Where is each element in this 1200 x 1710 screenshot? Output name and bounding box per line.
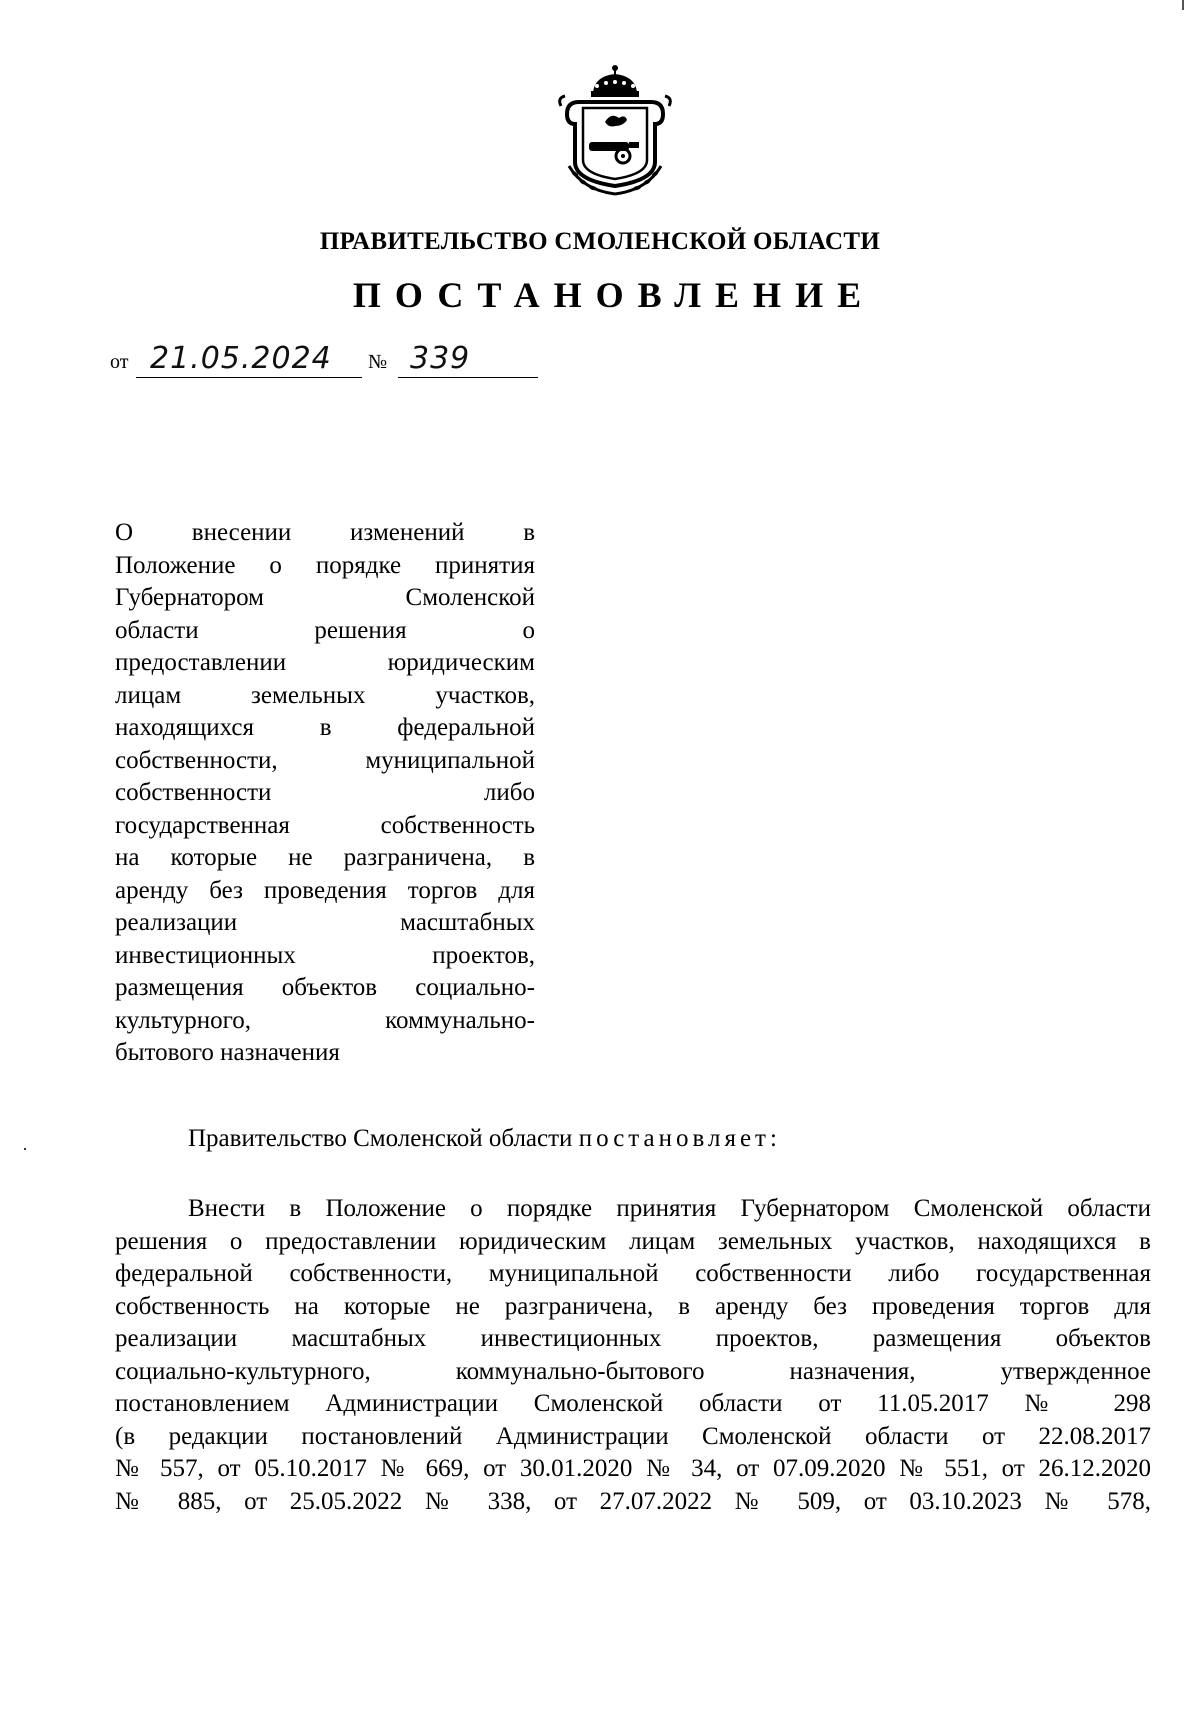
date-underline [136,377,362,378]
paragraph-line: Внести в Положение о порядке принятия Губернатором Смоленской области [188,1195,1151,1222]
document-type-title: ПОСТАНОВЛЕНИЕ [352,275,876,315]
subject-line: аренду без проведения торгов для [115,876,535,904]
paragraph-line: № 557, от 05.10.2017 № 669, от 30.01.2020 № 34, от 07.09.2020 № 551, от 26.12.2020 [115,1455,1151,1482]
smolensk-coat-of-arms-emblem [553,62,678,197]
scan-corner-mark [1182,0,1184,10]
date-prefix-label: от [110,351,129,373]
subject-line: Положение о порядке принятия [115,551,535,579]
handwritten-date: 21.05.2024 [150,341,332,376]
paragraph-line: № 885, от 25.05.2022 № 338, от 27.07.2022 № 509, от 03.10.2023 № 578, [115,1487,1151,1515]
paragraph-line: собственность на которые не разграничена, в аренду без проведения торгов для [115,1292,1151,1320]
subject-line: предоставлении юридическим [115,649,535,676]
date-number-line [110,340,540,380]
subject-line: собственности, муниципальной [115,746,535,774]
paragraph-line: реализации масштабных инвестиционных проектов, размещения объектов [115,1325,1151,1352]
subject-line: реализации масштабных [115,909,535,936]
paragraph-line: постановлением Администрации Смоленской области от 11.05.2017 № 298 [115,1390,1151,1417]
scan-margin-dot [24,1148,26,1150]
subject-line: находящихся в федеральной [115,714,535,741]
document-subject-block [115,517,535,1070]
subject-line: инвестиционных проектов, [115,941,535,969]
subject-line: О внесении изменений в [115,519,535,546]
decree-statement [115,1125,1151,1153]
subject-line: Губернатором Смоленской [115,584,535,611]
paragraph-line: (в редакции постановлений Администрации Смоленской области от 22.08.2017 [115,1422,1151,1450]
subject-line: бытового назначения [115,1039,340,1066]
decree-verb-spaced: постановляет: [578,1125,781,1152]
subject-line: лицам земельных участков, [115,681,535,709]
number-underline [398,377,538,378]
subject-line: государственная собственность [115,811,535,839]
main-paragraph [115,1193,1151,1518]
government-name-heading: ПРАВИТЕЛЬСТВО СМОЛЕНСКОЙ ОБЛАСТИ [319,228,881,255]
subject-line: на которые не разграничена, в [115,844,535,871]
subject-line: собственности либо [115,779,535,806]
paragraph-line: социально-культурного, коммунально-бытового назначения, утвержденное [115,1357,1151,1385]
subject-line: размещения объектов социально- [115,974,535,1001]
subject-line: культурного, коммунально- [115,1006,535,1034]
decree-lead-text: Правительство Смоленской области [188,1125,573,1152]
paragraph-line: решения о предоставлении юридическим лицам земельных участков, находящихся в [115,1227,1151,1255]
handwritten-number: 339 [410,341,471,376]
subject-line: области решения о [115,616,535,644]
number-prefix-label: № [368,351,388,373]
paragraph-line: федеральной собственности, муниципальной собственности либо государственная [115,1260,1151,1287]
